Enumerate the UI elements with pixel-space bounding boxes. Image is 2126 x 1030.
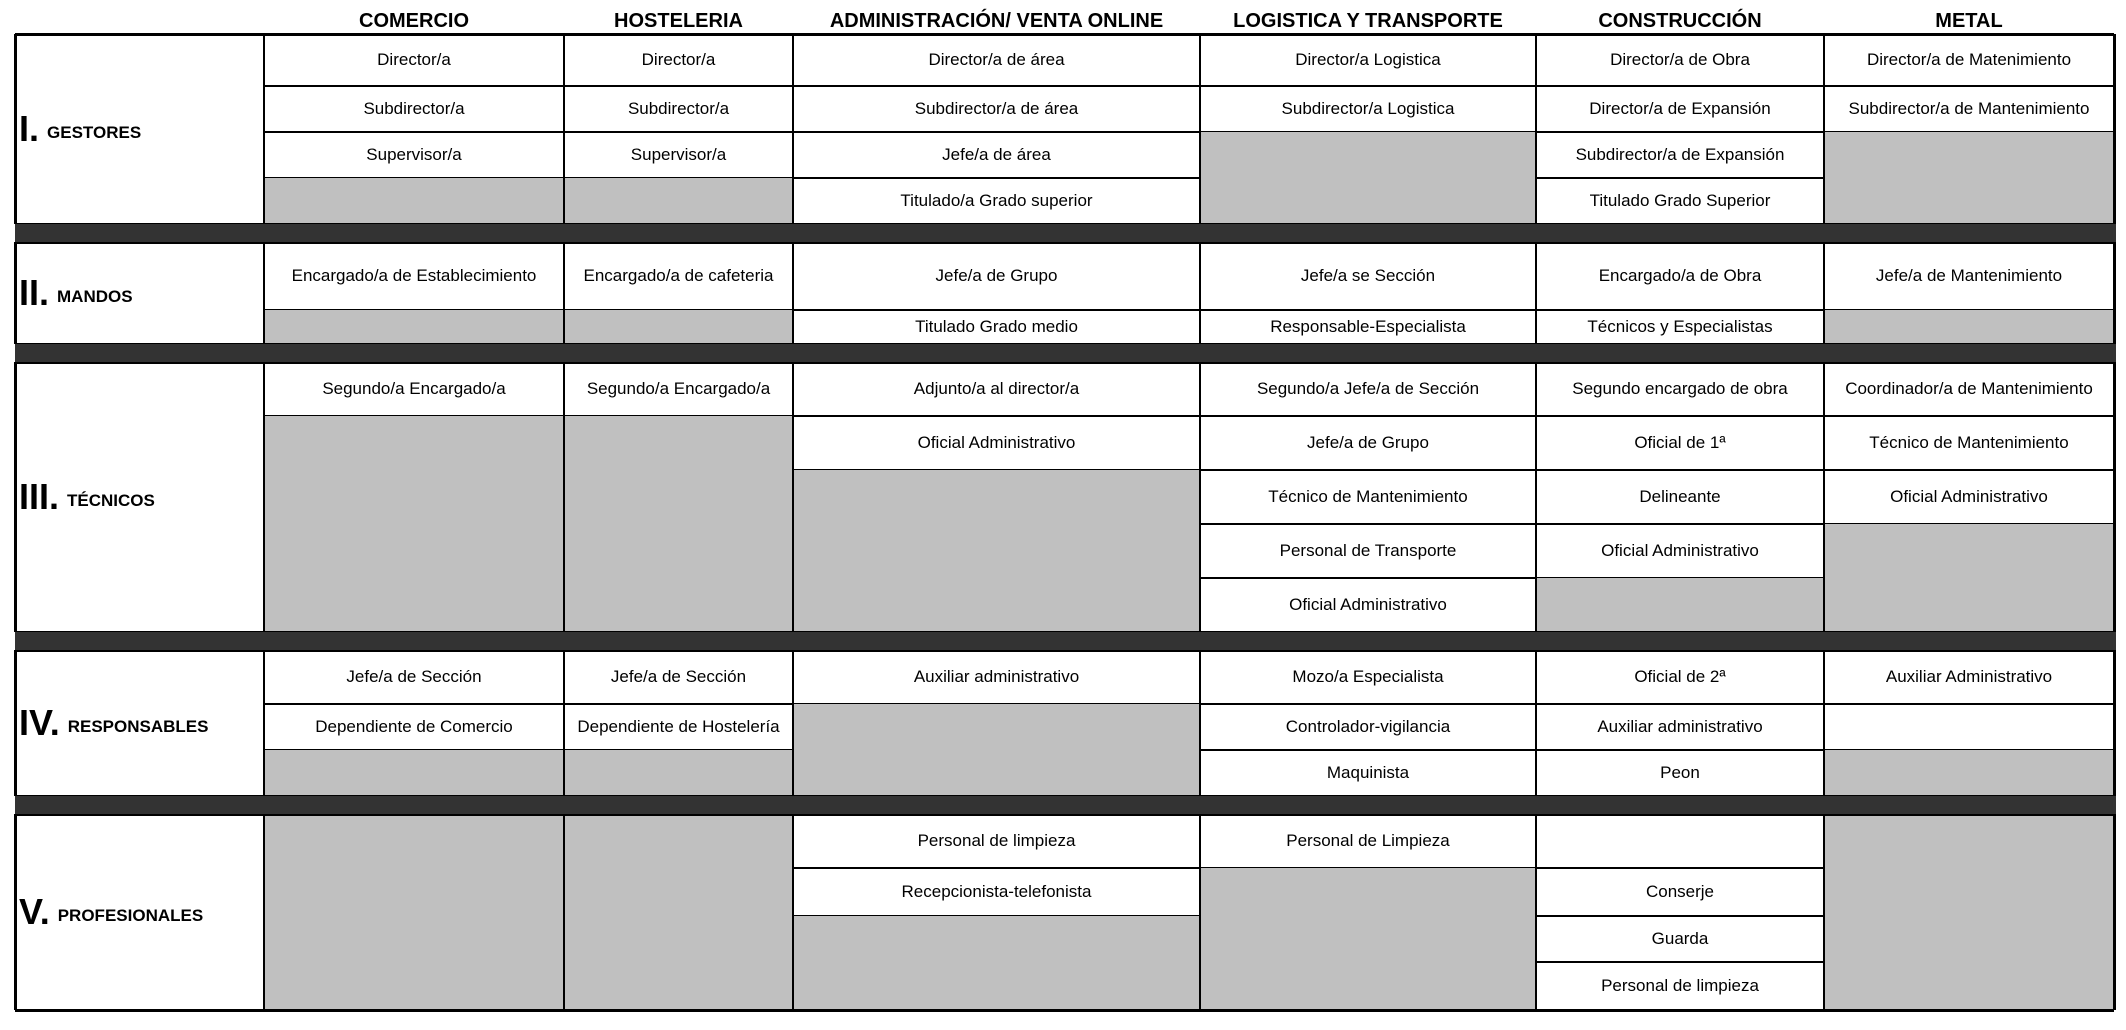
job-position-cell: Responsable-Especialista bbox=[1270, 317, 1466, 336]
grid-line bbox=[792, 362, 794, 632]
job-position-cell: Encargado/a de cafeteria bbox=[583, 266, 774, 285]
job-position-cell: Titulado Grado medio bbox=[915, 317, 1078, 336]
empty-cell bbox=[1824, 310, 2114, 344]
grid-line bbox=[563, 242, 565, 344]
job-position-cell: Personal de Limpieza bbox=[1286, 831, 1450, 850]
job-position-cell: Técnicos y Especialistas bbox=[1587, 317, 1773, 336]
job-position-cell: Subdirector/a de Expansión bbox=[1575, 145, 1785, 164]
grid-line bbox=[2113, 362, 2116, 632]
sector-header: HOSTELERIA bbox=[614, 10, 743, 32]
empty-cell bbox=[793, 470, 1200, 632]
job-position-cell: Segundo/a Jefe/a de Sección bbox=[1256, 379, 1480, 398]
group-separator bbox=[15, 632, 2116, 650]
grid-line bbox=[1823, 814, 1825, 1010]
sector-header: LOGISTICA Y TRANSPORTE bbox=[1233, 10, 1503, 32]
job-position-cell: Segundo/a Encargado/a bbox=[586, 379, 771, 398]
grid-line bbox=[1823, 650, 1825, 796]
job-position-cell: Titulado/a Grado superior bbox=[900, 191, 1093, 210]
grid-line bbox=[1535, 242, 1537, 344]
job-position-cell: Jefe/a de Sección bbox=[346, 667, 482, 686]
group-roman-numeral: V. bbox=[19, 891, 50, 932]
group-separator bbox=[15, 224, 2116, 242]
grid-line bbox=[1535, 34, 1537, 224]
job-position-cell: Jefe/a de Mantenimiento bbox=[1875, 266, 2063, 285]
job-position-cell: Delineante bbox=[1639, 487, 1721, 506]
empty-cell bbox=[264, 814, 564, 1010]
grid-line bbox=[263, 650, 265, 796]
group-label bbox=[15, 362, 263, 632]
job-position-cell: Dependiente de Hostelería bbox=[577, 717, 780, 736]
empty-cell bbox=[793, 704, 1200, 796]
job-position-cell: Personal de limpieza bbox=[917, 831, 1076, 850]
job-position-cell: Técnico de Mantenimiento bbox=[1268, 487, 1468, 506]
job-position-cell: Director/a de Expansión bbox=[1589, 99, 1771, 118]
job-position-cell: Auxiliar administrativo bbox=[1597, 717, 1763, 736]
grid-line bbox=[563, 650, 565, 796]
empty-cell bbox=[1200, 868, 1536, 1010]
grid-line bbox=[1535, 362, 1537, 632]
group-name: MANDOS bbox=[57, 287, 133, 306]
job-position-cell: Oficial Administrativo bbox=[1890, 487, 2048, 506]
job-position-cell: Jefe/a de Grupo bbox=[935, 266, 1058, 285]
job-position-cell: Jefe/a de Sección bbox=[610, 667, 747, 686]
empty-cell bbox=[564, 416, 793, 632]
grid-line bbox=[563, 814, 565, 1010]
grid-line bbox=[1199, 650, 1201, 796]
grid-line bbox=[263, 362, 265, 632]
job-position-cell: Jefe/a de Grupo bbox=[1307, 433, 1429, 452]
job-position-cell: Guarda bbox=[1651, 929, 1709, 948]
job-position-cell: Director/a de área bbox=[928, 50, 1065, 69]
job-position-cell: Auxiliar administrativo bbox=[913, 667, 1080, 686]
grid-line bbox=[14, 34, 17, 224]
grid-line bbox=[14, 362, 17, 632]
empty-cell bbox=[564, 750, 793, 796]
group-roman-numeral: II. bbox=[19, 272, 50, 313]
group-separator bbox=[15, 796, 2116, 814]
grid-line bbox=[792, 650, 794, 796]
job-position-cell: Supervisor/a bbox=[366, 145, 462, 164]
job-position-cell: Oficial Administrativo bbox=[1289, 595, 1447, 614]
job-position-cell: Encargado/a de Obra bbox=[1598, 266, 1762, 285]
grid-line bbox=[1535, 814, 1537, 1010]
job-position-cell bbox=[1536, 814, 1824, 868]
group-name: PROFESIONALES bbox=[57, 906, 204, 925]
grid-line bbox=[263, 34, 265, 224]
empty-cell bbox=[793, 916, 1200, 1010]
empty-cell bbox=[1536, 578, 1824, 632]
job-position-cell: Subdirector/a de Mantenimiento bbox=[1848, 99, 2090, 118]
job-position-cell: Dependiente de Comercio bbox=[315, 717, 513, 736]
job-position-cell: Peon bbox=[1660, 763, 1700, 782]
job-position-cell: Director/a bbox=[641, 50, 716, 69]
job-position-cell: Director/a bbox=[377, 50, 451, 69]
grid-line bbox=[792, 34, 794, 224]
empty-cell bbox=[1824, 524, 2114, 632]
job-position-cell: Adjunto/a al director/a bbox=[913, 379, 1080, 398]
job-position-cell: Maquinista bbox=[1326, 763, 1410, 782]
grid-line bbox=[1199, 242, 1201, 344]
grid-line bbox=[1535, 650, 1537, 796]
job-position-cell: Oficial de 1ª bbox=[1634, 433, 1726, 452]
group-name: TÉCNICOS bbox=[67, 491, 155, 510]
grid-line bbox=[15, 1009, 2114, 1012]
job-position-cell: Recepcionista-telefonista bbox=[901, 882, 1092, 901]
job-position-cell: Director/a de Matenimiento bbox=[1866, 50, 2072, 69]
grid-line bbox=[15, 33, 2114, 36]
job-position-cell: Oficial Administrativo bbox=[917, 433, 1076, 452]
job-position-cell: Jefe/a se Sección bbox=[1300, 266, 1436, 285]
job-position-cell bbox=[1824, 704, 2114, 750]
grid-line bbox=[2113, 814, 2116, 1010]
job-position-cell: Coordinador/a de Mantenimiento bbox=[1845, 379, 2093, 398]
group-roman-numeral: I. bbox=[19, 108, 40, 149]
sector-header: CONSTRUCCIÓN bbox=[1598, 10, 1762, 32]
job-position-cell: Oficial de 2ª bbox=[1634, 667, 1726, 686]
grid-line bbox=[2113, 34, 2116, 224]
job-position-cell: Segundo/a Encargado/a bbox=[322, 379, 506, 398]
empty-cell bbox=[264, 416, 564, 632]
group-label bbox=[15, 34, 263, 224]
job-position-cell: Técnico de Mantenimiento bbox=[1869, 433, 2069, 452]
group-separator bbox=[15, 344, 2116, 362]
job-position-cell: Segundo encargado de obra bbox=[1572, 379, 1788, 398]
group-label bbox=[15, 650, 263, 796]
job-position-cell: Personal de limpieza bbox=[1601, 976, 1759, 995]
empty-cell bbox=[1200, 132, 1536, 224]
sector-header: ADMINISTRACIÓN/ VENTA ONLINE bbox=[829, 10, 1164, 32]
job-position-cell: Mozo/a Especialista bbox=[1292, 667, 1444, 686]
empty-cell bbox=[1824, 132, 2114, 224]
grid-line bbox=[263, 814, 265, 1010]
grid-line bbox=[2113, 650, 2116, 796]
group-roman-numeral: III. bbox=[19, 476, 60, 517]
grid-line bbox=[792, 814, 794, 1010]
empty-cell bbox=[564, 178, 793, 224]
empty-cell bbox=[264, 178, 564, 224]
job-position-cell: Director/a de Obra bbox=[1610, 50, 1750, 69]
empty-cell bbox=[1824, 814, 2114, 1010]
grid-line bbox=[263, 242, 265, 344]
grid-line bbox=[14, 814, 17, 1010]
group-label bbox=[15, 242, 263, 344]
grid-line bbox=[792, 242, 794, 344]
job-position-cell: Subdirector/a bbox=[363, 99, 465, 118]
job-position-cell: Auxiliar Administrativo bbox=[1885, 667, 2053, 686]
job-position-cell: Supervisor/a bbox=[630, 145, 727, 164]
grid-line bbox=[1823, 242, 1825, 344]
job-position-cell: Subdirector/a bbox=[627, 99, 730, 118]
job-position-cell: Subdirector/a Logistica bbox=[1281, 99, 1455, 118]
empty-cell bbox=[264, 310, 564, 344]
job-position-cell: Personal de Transporte bbox=[1279, 541, 1457, 560]
grid-line bbox=[1199, 814, 1201, 1010]
grid-line bbox=[14, 650, 17, 796]
group-name: RESPONSABLES bbox=[67, 717, 209, 736]
empty-cell bbox=[564, 814, 793, 1010]
empty-cell bbox=[264, 750, 564, 796]
job-position-cell: Conserje bbox=[1645, 882, 1715, 901]
grid-line bbox=[2113, 242, 2116, 344]
group-label bbox=[15, 814, 263, 1010]
empty-cell bbox=[564, 310, 793, 344]
group-roman-numeral: IV. bbox=[19, 702, 60, 743]
grid-line bbox=[563, 362, 565, 632]
job-position-cell: Jefe/a de área bbox=[942, 145, 1051, 164]
job-position-cell: Oficial Administrativo bbox=[1601, 541, 1759, 560]
job-position-cell: Subdirector/a de área bbox=[914, 99, 1079, 118]
grid-line bbox=[1199, 34, 1201, 224]
group-name: GESTORES bbox=[47, 123, 142, 142]
empty-cell bbox=[1824, 750, 2114, 796]
job-position-cell: Encargado/a de Establecimiento bbox=[291, 266, 537, 285]
sector-header: COMERCIO bbox=[359, 10, 469, 32]
grid-line bbox=[1199, 362, 1201, 632]
grid-line bbox=[14, 242, 17, 344]
job-position-cell: Director/a Logistica bbox=[1295, 50, 1441, 69]
grid-line bbox=[563, 34, 565, 224]
sector-header: METAL bbox=[1935, 10, 2003, 32]
grid-line bbox=[1823, 362, 1825, 632]
job-position-cell: Titulado Grado Superior bbox=[1589, 191, 1771, 210]
job-position-cell: Controlador-vigilancia bbox=[1285, 717, 1451, 736]
grid-line bbox=[1823, 34, 1825, 224]
